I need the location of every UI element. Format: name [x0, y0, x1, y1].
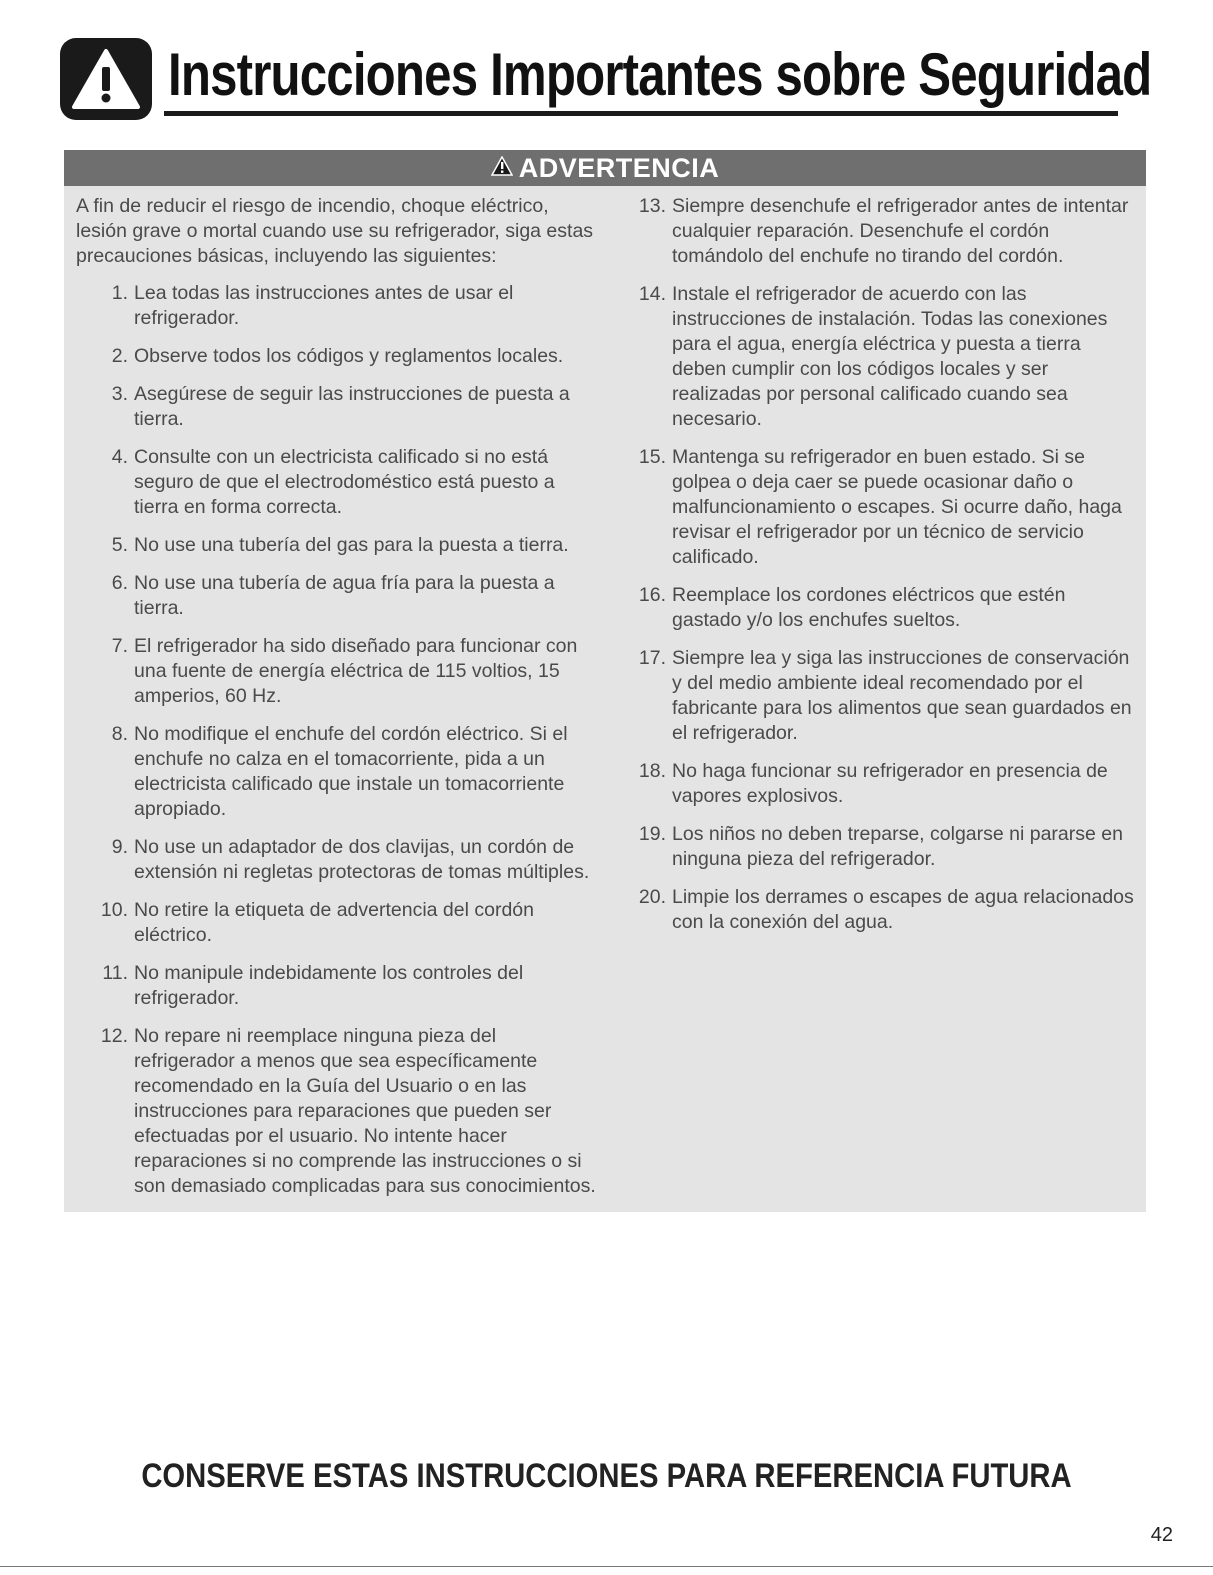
- warning-column-left: [76, 194, 596, 1212]
- item-number: 17.: [638, 647, 666, 669]
- item-text: No manipule indebidamente los controles del refrigerador.: [134, 962, 524, 1009]
- list-item: [76, 634, 596, 709]
- list-item: [76, 344, 596, 369]
- item-text: Consulte con un electricista calificado si no está seguro de que el electrodoméstico está puesto a tierra en forma correcta.: [134, 446, 555, 518]
- title-underline: [164, 111, 1118, 116]
- item-number: 14.: [638, 283, 666, 305]
- list-item: [632, 282, 1137, 432]
- list-item: [76, 722, 596, 822]
- item-text: No repare ni reemplace ninguna pieza del refrigerador a menos que sea específicamente recomendado en la Guía del Usuario o en las instrucciones para reparaciones que pueden ser efectuadas por el usuario. No intente hacer reparaciones si no comprende las instrucciones o si son demasiado complicadas para sus conocimientos.: [134, 1025, 596, 1197]
- item-number: 7.: [111, 635, 128, 657]
- item-text: No modifique el enchufe del cordón eléctrico. Si el enchufe no calza en el tomacorriente, pida a un electricista calificado que instale un tomacorriente apropiado.: [134, 723, 568, 820]
- list-item: [632, 445, 1137, 570]
- warning-column-right: [632, 194, 1137, 948]
- item-number: 12.: [100, 1025, 128, 1047]
- list-item: [632, 759, 1137, 809]
- item-number: 16.: [638, 584, 666, 606]
- list-item: [76, 445, 596, 520]
- item-text: Lea todas las instrucciones antes de usar el refrigerador.: [134, 282, 514, 329]
- list-item: [76, 1024, 596, 1199]
- list-item: [76, 898, 596, 948]
- item-number: 10.: [100, 899, 128, 921]
- item-number: 20.: [638, 886, 666, 908]
- page-title: Instrucciones Importantes sobre Seguridad: [168, 41, 1152, 108]
- item-number: 3.: [111, 383, 128, 405]
- item-text: No use una tubería de agua fría para la puesta a tierra.: [134, 572, 555, 619]
- item-text: No use un adaptador de dos clavijas, un cordón de extensión ni regletas protectoras de tomas múltiples.: [134, 836, 590, 883]
- list-item: [76, 281, 596, 331]
- item-text: Reemplace los cordones eléctricos que estén gastado y/o los enchufes sueltos.: [672, 584, 1066, 631]
- item-text: Observe todos los códigos y reglamentos locales.: [134, 345, 564, 367]
- list-item: [632, 583, 1137, 633]
- list-item: [76, 835, 596, 885]
- item-number: 18.: [638, 760, 666, 782]
- bottom-divider: [0, 1566, 1213, 1567]
- list-item: [632, 885, 1137, 935]
- list-item: [76, 961, 596, 1011]
- warning-label: ADVERTENCIA: [518, 152, 720, 183]
- item-number: 11.: [102, 962, 128, 984]
- item-text: No haga funcionar su refrigerador en presencia de vapores explosivos.: [672, 760, 1108, 807]
- item-text: No use una tubería del gas para la puesta a tierra.: [134, 534, 569, 556]
- item-number: 4.: [111, 446, 128, 468]
- footer-title: CONSERVE ESTAS INSTRUCCIONES PARA REFERENCIA FUTURA: [141, 1457, 1072, 1495]
- warning-small-icon: [491, 156, 513, 181]
- item-text: Los niños no deben treparse, colgarse ni pararse en ninguna pieza del refrigerador.: [672, 823, 1123, 870]
- warning-intro: A fin de reducir el riesgo de incendio, choque eléctrico, lesión grave o mortal cuando use su refrigerador, siga estas precauciones básicas, incluyendo las siguientes:: [76, 195, 594, 267]
- item-number: 19.: [638, 823, 666, 845]
- warning-banner: [64, 150, 1146, 186]
- item-text: El refrigerador ha sido diseñado para funcionar con una fuente de energía eléctrica de 115 voltios, 15 amperios, 60 Hz.: [134, 635, 578, 707]
- item-number: 15.: [638, 446, 666, 468]
- item-text: Instale el refrigerador de acuerdo con las instrucciones de instalación. Todas las conexiones para el agua, energía eléctrica y puesta a tierra deben cumplir con los códigos locales y ser realizadas por personal calificado cuando sea necesario.: [672, 283, 1108, 430]
- item-text: Mantenga su refrigerador en buen estado. Si se golpea o deja caer se puede ocasionar daño o malfuncionamiento o escapes. Si ocurre daño, haga revisar el refrigerador por un técnico de servicio calificado.: [672, 446, 1122, 568]
- list-item: [76, 571, 596, 621]
- warning-triangle-icon: [60, 38, 152, 120]
- list-item: [632, 646, 1137, 746]
- item-text: Asegúrese de seguir las instrucciones de puesta a tierra.: [134, 383, 570, 430]
- warning-box: [64, 150, 1146, 1212]
- list-item: [632, 194, 1137, 269]
- item-number: 2.: [111, 345, 128, 367]
- list-item: [632, 822, 1137, 872]
- item-number: 9.: [111, 836, 128, 858]
- item-number: 5.: [111, 534, 128, 556]
- list-item: [76, 382, 596, 432]
- item-number: 13.: [638, 195, 666, 217]
- item-text: Siempre lea y siga las instrucciones de conservación y del medio ambiente ideal recomendado por el fabricante para los alimentos que sean guardados en el refrigerador.: [672, 647, 1132, 744]
- item-text: Siempre desenchufe el refrigerador antes de intentar cualquier reparación. Desenchufe el cordón tomándolo del enchufe no tirando del cordón.: [672, 195, 1129, 267]
- item-text: No retire la etiqueta de advertencia del cordón eléctrico.: [134, 899, 534, 946]
- page-header: [60, 38, 1152, 128]
- item-number: 8.: [111, 723, 128, 745]
- item-number: 6.: [111, 572, 128, 594]
- list-item: [76, 533, 596, 558]
- item-number: 1.: [111, 282, 128, 304]
- page-number: 42: [1150, 1524, 1173, 1546]
- item-text: Limpie los derrames o escapes de agua relacionados con la conexión del agua.: [672, 886, 1134, 933]
